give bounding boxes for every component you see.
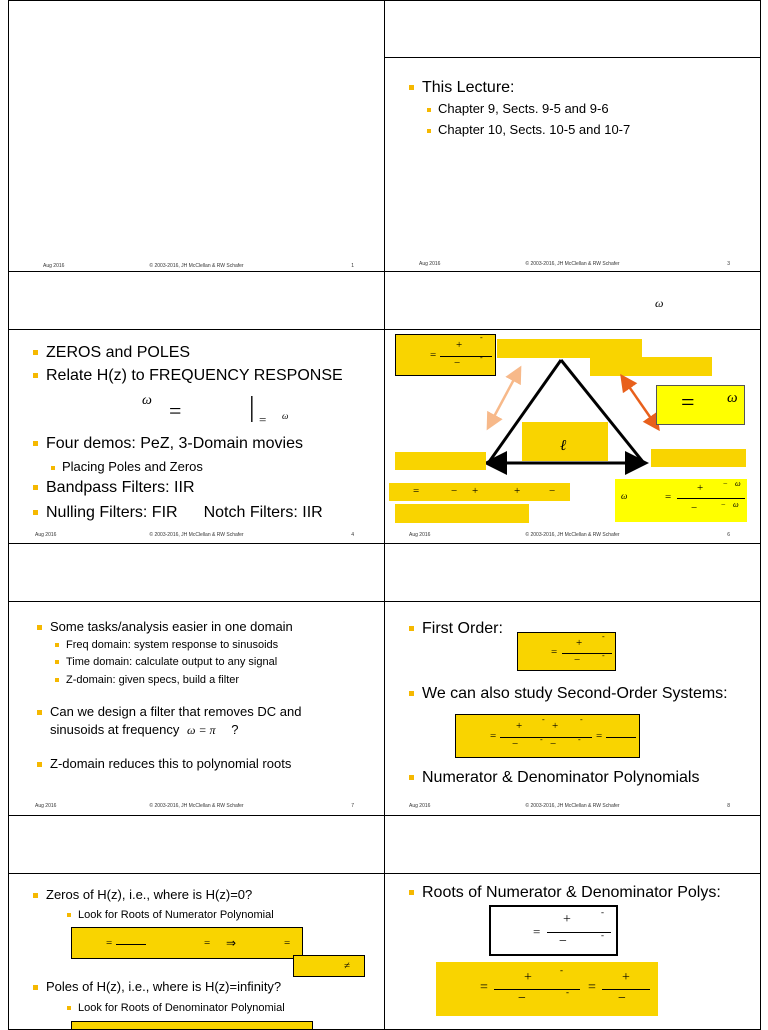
bullet-square bbox=[427, 108, 431, 112]
eq-symbol: - bbox=[580, 715, 583, 724]
footer-copyright: © 2003-2016, JH McClellan & RW Schafer bbox=[525, 803, 620, 809]
title-divider bbox=[385, 601, 760, 602]
bullet-square bbox=[427, 129, 431, 133]
eq-symbol: − bbox=[721, 500, 726, 509]
footer-date: Aug 2016 bbox=[409, 532, 431, 538]
bullet-item: Bandpass Filters: IIR bbox=[33, 479, 195, 497]
eq-symbol: − bbox=[574, 654, 581, 666]
eq-symbol: - bbox=[601, 930, 604, 940]
sub-bullet-item: Chapter 9, Sects. 9-5 and 9-6 bbox=[427, 101, 609, 116]
bullet-item: First Order: bbox=[409, 620, 503, 638]
omega-symbol: ω bbox=[282, 411, 289, 421]
eq-symbol: - bbox=[560, 965, 563, 975]
bullet-square bbox=[409, 775, 414, 780]
bullet-square bbox=[33, 373, 38, 378]
eq-symbol: = bbox=[490, 730, 497, 742]
bullet-item: Four demos: PeZ, 3-Domain movies bbox=[33, 435, 303, 453]
footer-date: Aug 2016 bbox=[43, 263, 65, 269]
slide-6 bbox=[384, 271, 761, 544]
eq-symbol: − bbox=[454, 357, 461, 369]
footer-page: 6 bbox=[727, 532, 730, 538]
bullet-square bbox=[409, 85, 414, 90]
eq-symbol: = bbox=[430, 349, 437, 361]
bullet-square bbox=[409, 626, 414, 631]
eq-symbol: + bbox=[456, 339, 463, 351]
fraction-bar bbox=[677, 498, 745, 499]
eq-symbol: = bbox=[204, 937, 211, 949]
omega-symbol: ω bbox=[142, 393, 152, 408]
footer-copyright: © 2003-2016, JH McClellan & RW Schafer bbox=[525, 261, 620, 267]
omega-equals-pi: ω = π bbox=[186, 723, 216, 737]
bullet-item: Zeros of H(z), i.e., where is H(z)=0? bbox=[33, 887, 252, 902]
zeros-equation-box bbox=[71, 927, 303, 959]
eq-symbol: - bbox=[542, 715, 545, 724]
eq-symbol: = bbox=[551, 646, 558, 658]
slide-1 bbox=[8, 0, 385, 272]
bullet-item: Numerator & Denominator Polynomials bbox=[409, 769, 699, 787]
eq-symbol: - bbox=[602, 651, 605, 660]
footer-date: Aug 2016 bbox=[35, 532, 57, 538]
fraction-bar bbox=[116, 944, 146, 945]
title-divider bbox=[9, 601, 384, 602]
footer-page: 7 bbox=[351, 803, 354, 809]
footer-copyright: © 2003-2016, JH McClellan & RW Schafer bbox=[149, 803, 244, 809]
sub-bullet-item: Freq domain: system response to sinusoids bbox=[55, 639, 278, 651]
bullet-item: ZEROS and POLES bbox=[33, 344, 190, 362]
footer-page: 3 bbox=[727, 261, 730, 267]
eq-symbol: - bbox=[566, 987, 569, 997]
eq-symbol: − bbox=[723, 479, 728, 488]
bullet-square bbox=[67, 1006, 71, 1010]
bullet-item: Nulling Filters: FIR Notch Filters: IIR bbox=[33, 504, 323, 522]
omega-symbol: ω bbox=[733, 500, 739, 509]
omega-symbol: ω bbox=[735, 479, 741, 488]
eq-symbol: = bbox=[588, 980, 596, 995]
bullet-square bbox=[37, 762, 42, 767]
sub-bullet-item: Time domain: calculate output to any signal bbox=[55, 656, 277, 668]
bullet-square bbox=[33, 441, 38, 446]
bullet-item: Z-domain reduces this to polynomial roots bbox=[37, 756, 291, 771]
eq-symbol: + bbox=[524, 970, 532, 985]
sub-bullet-item: Z-domain: given specs, build a filter bbox=[55, 674, 239, 686]
eq-symbol: − bbox=[518, 991, 526, 1006]
footer-copyright: © 2003-2016, JH McClellan & RW Schafer bbox=[149, 532, 244, 538]
eq-symbol: − bbox=[559, 934, 567, 949]
fraction-bar bbox=[606, 737, 636, 738]
second-order-equation-box bbox=[455, 714, 640, 758]
bullet-square bbox=[55, 678, 59, 682]
slide-10 bbox=[384, 815, 761, 1030]
arrow-light bbox=[489, 370, 519, 426]
eq-symbol: − bbox=[618, 991, 626, 1006]
title-divider bbox=[9, 873, 384, 874]
difference-equation-box bbox=[389, 483, 570, 501]
bullet-item: Poles of H(z), i.e., where is H(z)=infinity? bbox=[33, 979, 281, 994]
sub-bullet-item: Chapter 10, Sects. 10-5 and 10-7 bbox=[427, 122, 630, 137]
bullet-square bbox=[33, 985, 38, 990]
poles-equation-box bbox=[71, 1021, 313, 1030]
eq-symbol: = bbox=[413, 485, 420, 497]
footer-copyright: © 2003-2016, JH McClellan & RW Schafer bbox=[525, 532, 620, 538]
slide-7 bbox=[8, 543, 385, 816]
eq-symbol: - bbox=[540, 735, 543, 744]
sub-bullet-item: Look for Roots of Denominator Polynomial bbox=[67, 1002, 285, 1014]
eq-symbol: − bbox=[550, 738, 557, 750]
eq-symbol: + bbox=[472, 485, 479, 497]
footer-page: 4 bbox=[351, 532, 354, 538]
label-box bbox=[395, 504, 529, 523]
rational-function-box bbox=[489, 905, 618, 956]
eq-symbol: − bbox=[691, 502, 698, 514]
eq-symbol: + bbox=[576, 637, 583, 649]
eq-symbol: = bbox=[665, 491, 672, 503]
eq-symbol: - bbox=[601, 907, 604, 917]
slide-3 bbox=[384, 0, 761, 272]
eq-symbol: = bbox=[596, 730, 603, 742]
eq-symbol: − bbox=[512, 738, 519, 750]
arrow-dark bbox=[623, 378, 657, 427]
eq-symbol: + bbox=[697, 482, 704, 494]
footer-page: 1 bbox=[351, 263, 354, 269]
equals-symbol: = bbox=[259, 412, 267, 427]
bullet-square bbox=[37, 625, 42, 630]
evaluation-bar: | bbox=[249, 392, 255, 423]
label-box bbox=[395, 452, 486, 470]
bullet-square bbox=[67, 913, 71, 917]
not-equal-box bbox=[293, 955, 365, 977]
eq-symbol: − bbox=[549, 485, 556, 497]
bullet-square bbox=[33, 893, 38, 898]
bullet-square bbox=[51, 466, 55, 470]
bullet-item: Can we design a filter that removes DC and bbox=[37, 704, 301, 719]
bullet-item: Relate H(z) to FREQUENCY RESPONSE bbox=[33, 367, 343, 385]
bullet-square bbox=[55, 643, 59, 647]
bullet-item: We can also study Second-Order Systems: bbox=[409, 685, 728, 703]
equals-symbol: = bbox=[169, 398, 182, 423]
eq-symbol: = bbox=[106, 937, 113, 949]
footer-page: 8 bbox=[727, 803, 730, 809]
footer-date: Aug 2016 bbox=[35, 803, 57, 809]
omega-symbol: ω bbox=[727, 390, 738, 406]
bullet-item: Roots of Numerator & Denominator Polys: bbox=[409, 884, 721, 902]
frequency-response-box bbox=[656, 385, 745, 425]
title-divider bbox=[385, 57, 760, 58]
bullet-square bbox=[409, 691, 414, 696]
bullet-item: This Lecture: bbox=[409, 79, 514, 97]
slide-9 bbox=[8, 815, 385, 1030]
label-box bbox=[651, 449, 746, 467]
bullet-square bbox=[37, 710, 42, 715]
eq-symbol: - bbox=[602, 632, 605, 641]
slide-8 bbox=[384, 543, 761, 816]
omega-symbol: ω bbox=[621, 491, 628, 501]
implies-symbol: ⇒ bbox=[226, 936, 237, 950]
footer-copyright: © 2003-2016, JH McClellan & RW Schafer bbox=[149, 263, 244, 269]
footer-date: Aug 2016 bbox=[419, 261, 441, 267]
eq-symbol: = bbox=[284, 937, 291, 949]
bullet-square bbox=[33, 485, 38, 490]
omega-symbol: ω bbox=[655, 296, 664, 310]
fraction-bar bbox=[602, 989, 650, 990]
bullet-item: Some tasks/analysis easier in one domain bbox=[37, 619, 293, 634]
ell-symbol: ℓ bbox=[560, 438, 567, 454]
bullet-item-continuation: sinusoids at frequency ω = π ? bbox=[50, 722, 239, 737]
eq-symbol: + bbox=[514, 485, 521, 497]
eq-symbol: - bbox=[578, 735, 581, 744]
frequency-response-equation bbox=[615, 479, 747, 522]
sub-bullet-item: Look for Roots of Numerator Polynomial bbox=[67, 909, 274, 921]
factored-equation-box bbox=[436, 962, 658, 1016]
eq-symbol: - bbox=[480, 353, 483, 362]
label-box bbox=[522, 422, 608, 461]
title-divider bbox=[385, 873, 760, 874]
title-divider bbox=[9, 329, 384, 330]
first-order-equation-box bbox=[517, 632, 616, 671]
footer-date: Aug 2016 bbox=[409, 803, 431, 809]
eq-symbol: − bbox=[451, 485, 458, 497]
bullet-square bbox=[33, 510, 38, 515]
eq-symbol: = bbox=[480, 980, 488, 995]
bullet-square bbox=[33, 350, 38, 355]
eq-symbol: + bbox=[563, 912, 571, 927]
slide-4 bbox=[8, 271, 385, 544]
eq-symbol: + bbox=[622, 970, 630, 985]
sub-bullet-item: Placing Poles and Zeros bbox=[51, 459, 203, 474]
bullet-square bbox=[409, 890, 414, 895]
eq-symbol: - bbox=[480, 333, 483, 342]
not-equal-symbol: ≠ bbox=[344, 960, 351, 972]
eq-symbol: + bbox=[552, 720, 559, 732]
eq-symbol: = bbox=[533, 924, 541, 939]
bullet-square bbox=[55, 660, 59, 664]
eq-symbol: + bbox=[516, 720, 523, 732]
equals-symbol: = bbox=[681, 390, 695, 416]
